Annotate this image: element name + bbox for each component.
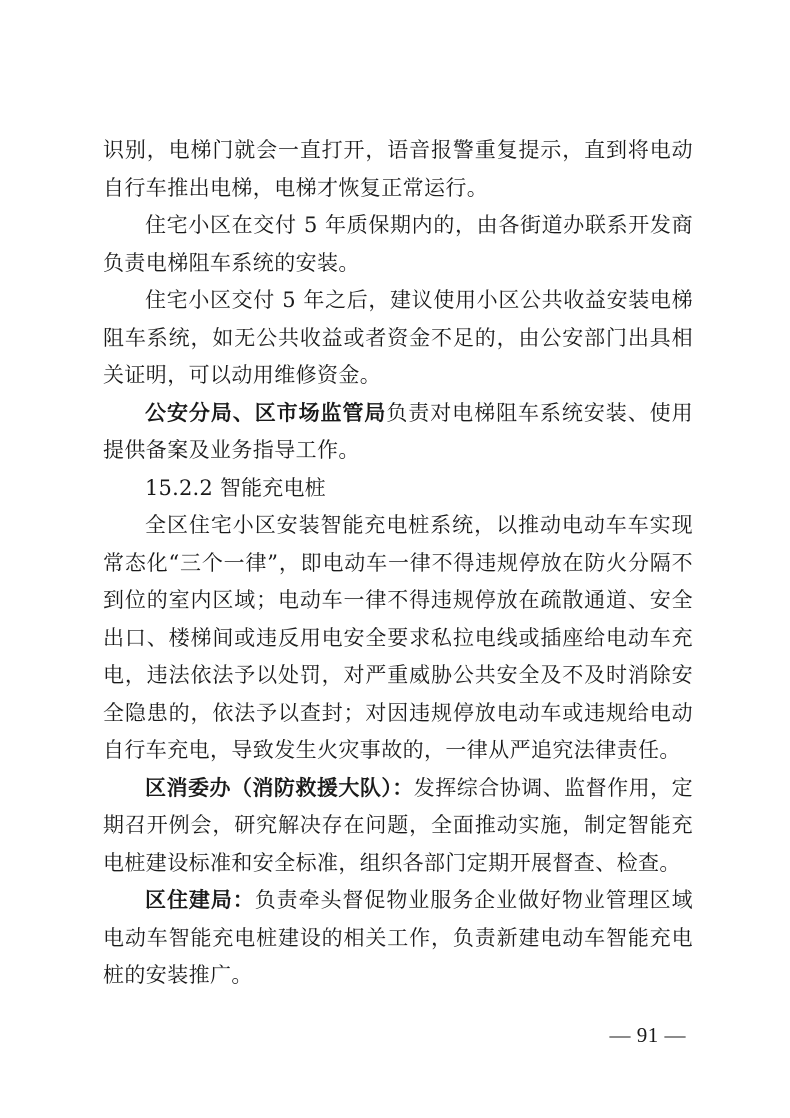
paragraph-text: 负责对电梯阻车系统安装、使用提供备案及业务指导工作。: [103, 400, 693, 462]
section-heading-smart-charging: [103, 470, 693, 508]
paragraph-warranty-period: [103, 207, 693, 282]
section-heading-text: 15.2.2 智能充电桩: [145, 475, 326, 500]
paragraph-continued-elevator-alarm: [103, 132, 693, 207]
responsible-party-label: 区消委办（消防救援大队）：: [145, 775, 414, 800]
paragraph-housing-bureau-duty: [103, 882, 693, 995]
page-number: — 91 —: [609, 1023, 686, 1047]
paragraph-text: 发挥综合协调、监督作用，定期召开例会，研究解决存在问题，全面推动实施，制定智能充电桩建设标准和安全标准，组织各部门定期开展督查、检查。: [103, 775, 694, 875]
body-text: [103, 132, 693, 995]
responsible-party-label: 公安分局、区市场监管局: [145, 400, 387, 425]
paragraph-text: 住宅小区交付 5 年之后，建议使用小区公共收益安装电梯阻车系统，如无公共收益或者资金不足的，由公安部门出具相关证明，可以动用维修资金。: [103, 288, 693, 387]
paragraph-smart-charging-policy: [103, 507, 693, 770]
paragraph-text: 住宅小区在交付 5 年质保期内的，由各街道办联系开发商负责电梯阻车系统的安装。: [103, 213, 693, 275]
paragraph-public-security-duty: [103, 395, 693, 470]
paragraph-text: 识别，电梯门就会一直打开，语音报警重复提示，直到将电动自行车推出电梯，电梯才恢复正常运行。: [103, 138, 693, 200]
paragraph-text: 全区住宅小区安装智能充电桩系统，以推动电动车车实现常态化“三个一律”，即电动车一律不得违规停放在防火分隔不到位的室内区域；电动车一律不得违规停放在疏散通道、安全出口、楼梯间或违反用电安全要求私拉电线或插座给电动车充电，违法依法予以处罚，对严重威胁公共安全及不及时消除安全隐患的，依法予以查封；对因违规停放电动车或违规给电动自行车充电，导致发生火灾事故的，一律从严追究法律责任。: [103, 513, 693, 762]
responsible-party-label: 区住建局：: [145, 888, 255, 912]
paragraph-text: 负责牵头督促物业服务企业做好物业管理区域电动车智能充电桩建设的相关工作，负责新建电动车智能充电桩的安装推广。: [103, 888, 694, 987]
paragraph-fire-committee-duty: [103, 770, 693, 883]
paragraph-after-five-years: [103, 282, 693, 395]
